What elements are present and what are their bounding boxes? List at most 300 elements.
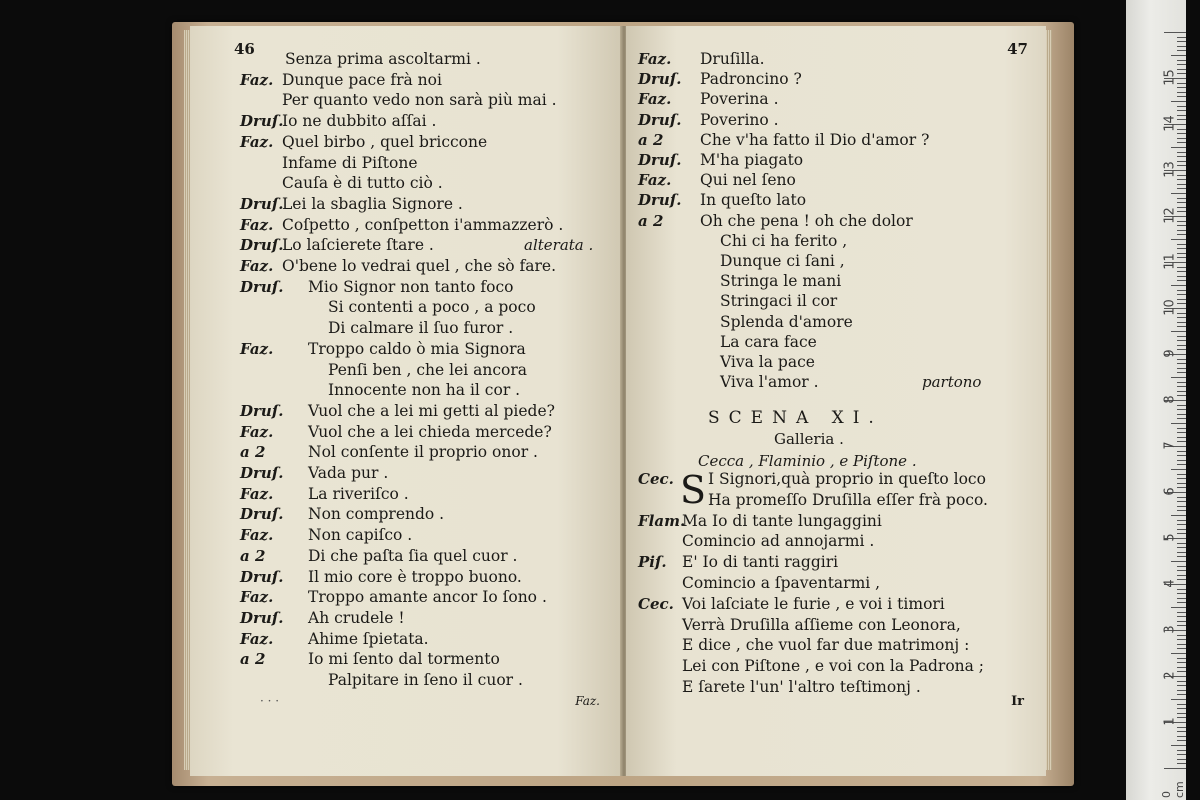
speaker-label: a 2 (240, 546, 266, 565)
ruler-number: 12 (1162, 207, 1178, 224)
verse-text: Quel birbo , quel briccone (282, 132, 488, 151)
ruler-tick (1177, 708, 1186, 709)
ruler-tick (1177, 313, 1186, 314)
verse-text: Lei con Piſtone , e voi con la Padrona ; (682, 657, 985, 676)
ruler-tick (1177, 409, 1186, 410)
catchword-left: Faz. (575, 694, 600, 708)
verse-text: Vada pur . (308, 464, 389, 482)
ruler-tick (1177, 363, 1186, 364)
ruler-tick (1177, 73, 1186, 74)
text-line (190, 669, 622, 691)
ruler-tick (1177, 510, 1186, 511)
ruler-tick (1177, 524, 1186, 525)
ruler-tick (1177, 497, 1186, 498)
verse-text: Viva l'amor . (720, 373, 819, 392)
text-line (626, 109, 1046, 131)
ruler-tick (1177, 727, 1186, 728)
speaker-label: Faz. (638, 50, 672, 68)
ruler-tick (1177, 501, 1186, 502)
text-line (190, 607, 622, 629)
ruler-tick (1177, 464, 1186, 465)
ruler-tick (1177, 317, 1186, 318)
verse-text: Dunque ci ſani , (720, 252, 845, 270)
text-line (190, 462, 622, 484)
ruler-tick (1177, 115, 1186, 116)
ruler-tick (1177, 290, 1186, 291)
ruler-tick (1171, 193, 1186, 194)
ruler-tick (1177, 106, 1186, 107)
ruler-tick (1177, 253, 1186, 254)
text-line (626, 48, 1046, 70)
scene-heading: SCENA XI. (708, 408, 883, 428)
text-line (626, 250, 1046, 272)
text-line (626, 371, 1046, 393)
ruler-tick (1177, 207, 1186, 208)
ruler-tick (1177, 570, 1186, 571)
ruler-tick (1177, 547, 1186, 548)
ruler-tick (1177, 142, 1186, 143)
text-line (626, 572, 1046, 594)
ruler-tick (1177, 92, 1186, 93)
verse-text: Infame di Piſtone (282, 153, 418, 172)
text-line (626, 270, 1046, 292)
ruler-tick (1177, 575, 1186, 576)
page-number-right: 47 (1007, 40, 1028, 58)
ruler-tick (1177, 96, 1186, 97)
ruler-tick (1177, 432, 1186, 433)
left-page (190, 26, 622, 776)
ruler-tick (1177, 602, 1186, 603)
speaker-label: Druſ. (240, 401, 284, 420)
verse-text: Non comprendo . (308, 505, 445, 524)
verse-text: Coſpetto , conſpetton i'ammazzerò . (282, 215, 564, 234)
ruler-tick (1177, 395, 1186, 396)
ruler-tick (1177, 349, 1186, 350)
text-line (190, 255, 622, 277)
verse-text: Viva la pace (720, 353, 815, 371)
verse-text: Qui nel ſeno (700, 171, 796, 190)
ruler-tick (1177, 299, 1186, 300)
ruler-tick (1177, 267, 1186, 268)
text-line (626, 510, 1046, 532)
ruler-tick (1177, 405, 1186, 406)
ruler-tick (1177, 736, 1186, 737)
ruler-tick (1177, 437, 1186, 438)
text-line (190, 359, 622, 381)
text-line (190, 172, 622, 194)
speaker-label: Faz. (240, 629, 274, 648)
ruler-tick (1177, 418, 1186, 419)
ruler-tick (1177, 230, 1186, 231)
verse-text: E ſarete l'un' l'altro teſtimonj . (682, 678, 921, 696)
text-line (626, 68, 1046, 90)
ruler-tick (1171, 423, 1186, 424)
verse-text: Stringa le mani (720, 272, 842, 291)
ruler-tick (1177, 648, 1186, 649)
verse-text: Troppo amante ancor Io ſono . (308, 588, 547, 607)
ruler-tick (1177, 704, 1186, 705)
page-edge-right (1046, 30, 1052, 770)
verse-text: Poverino . (700, 110, 779, 129)
ruler-tick (1177, 731, 1186, 732)
speaker-label: Druſ. (638, 110, 682, 129)
ruler-tick (1177, 119, 1186, 120)
speaker-label: a 2 (240, 650, 266, 669)
text-line (626, 468, 1046, 490)
ruler-tick (1177, 635, 1186, 636)
ruler-tick (1177, 133, 1186, 134)
speaker-label: Faz. (638, 90, 672, 109)
ruler-tick (1164, 768, 1186, 769)
text-line (626, 129, 1046, 151)
ruler-number: 15 (1162, 69, 1178, 86)
text-line (190, 338, 622, 360)
ruler-tick (1177, 483, 1186, 484)
ruler-tick (1177, 616, 1186, 617)
ruler-tick (1177, 478, 1186, 479)
ruler-tick (1177, 759, 1186, 760)
ruler-tick (1177, 625, 1186, 626)
ruler-tick (1177, 184, 1186, 185)
text-line (190, 214, 622, 236)
ruler-number: 6 (1162, 487, 1178, 496)
text-line (190, 89, 622, 111)
text-line (626, 311, 1046, 333)
ruler-tick (1177, 690, 1186, 691)
ruler-tick (1177, 303, 1186, 304)
text-line (190, 648, 622, 670)
ruler-tick (1177, 244, 1186, 245)
verse-text: La riveriſco . (308, 484, 409, 503)
ruler-tick (1171, 745, 1186, 746)
ruler-tick (1171, 101, 1186, 102)
verse-text: Verrà Druſilla aſſieme con Leonora, (682, 615, 961, 634)
text-line (626, 88, 1046, 110)
ruler-tick (1171, 239, 1186, 240)
ruler-tick (1177, 37, 1186, 38)
verse-text: Oh che pena ! oh che dolor (700, 211, 913, 230)
ruler-tick (1177, 598, 1186, 599)
text-line (190, 400, 622, 422)
ruler-number: 1 (1162, 717, 1178, 726)
ruler-tick (1177, 368, 1186, 369)
verse-text: La cara face (720, 332, 817, 351)
ruler-tick (1177, 221, 1186, 222)
ruler-tick (1177, 382, 1186, 383)
ruler-tick (1177, 589, 1186, 590)
speaker-label: Druſ. (240, 567, 284, 586)
verse-text: Io mi ſento dal tormento (308, 650, 500, 669)
ruler-tick (1177, 179, 1186, 180)
measuring-ruler (1126, 0, 1186, 800)
ruler-tick (1177, 579, 1186, 580)
ruler-tick (1177, 520, 1186, 521)
verse-text: Ah crudele ! (308, 608, 405, 627)
text-line (190, 441, 622, 463)
ruler-tick (1177, 69, 1186, 70)
verse-text: Ha promeſſo Druſilla eſſer frà poco. (708, 490, 988, 509)
verse-text: Ahime ſpietata. (308, 629, 429, 648)
ruler-tick (1177, 556, 1186, 557)
ruler-tick (1171, 285, 1186, 286)
text-line (626, 169, 1046, 191)
text-line (190, 131, 622, 153)
verse-text: Vuol che a lei mi getti al piede? (308, 401, 555, 420)
ruler-number: 10 (1162, 299, 1178, 316)
stage-direction: alterata . (524, 236, 594, 255)
verse-text: Lei la sbaglia Signore . (282, 194, 463, 213)
ruler-tick (1171, 469, 1186, 470)
ruler-tick (1177, 372, 1186, 373)
ruler-tick (1177, 188, 1186, 189)
verse-text: Di calmare il ſuo furor . (328, 319, 514, 338)
page-number-left: 46 (234, 40, 255, 58)
text-line (190, 586, 622, 608)
ruler-tick (1177, 391, 1186, 392)
right-page (626, 26, 1046, 776)
catchword-right: Ir (1011, 694, 1024, 709)
ruler-tick (1177, 621, 1186, 622)
speaker-label: Faz. (240, 484, 274, 503)
text-line (190, 421, 622, 443)
verse-text: Il mio core è troppo buono. (308, 567, 522, 586)
ruler-number: 11 (1162, 253, 1178, 270)
verse-text: Poverina . (700, 90, 779, 109)
ruler-tick (1177, 248, 1186, 249)
speaker-label: Druſ. (240, 277, 284, 296)
ruler-tick (1177, 225, 1186, 226)
speaker-label: Faz. (240, 215, 274, 234)
ruler-unit-label: 0 cm (1160, 781, 1186, 798)
speaker-label: Druſ. (240, 194, 284, 213)
verse-text: Chi ci ha ferito , (720, 231, 848, 250)
speaker-label: Druſ. (240, 505, 284, 524)
verse-text: Padroncino ? (700, 70, 802, 89)
text-line (626, 210, 1046, 232)
ruler-number: 2 (1162, 671, 1178, 680)
ruler-tick (1177, 294, 1186, 295)
text-line (626, 593, 1046, 615)
ruler-tick (1177, 198, 1186, 199)
verse-text: E' Io di tanti raggiri (682, 553, 839, 572)
text-line (626, 489, 1046, 511)
text-line (626, 351, 1046, 373)
scene-characters: Cecca , Flaminio , e Piſtone . (698, 452, 917, 470)
ruler-tick (1177, 257, 1186, 258)
ruler-tick (1177, 340, 1186, 341)
text-line (626, 331, 1046, 353)
speaker-label: Faz. (240, 422, 274, 441)
ruler-tick (1177, 110, 1186, 111)
ruler-tick (1171, 561, 1186, 562)
text-line (626, 149, 1046, 171)
ruler-tick (1177, 543, 1186, 544)
printer-mark: · · · (260, 694, 280, 708)
text-line (190, 545, 622, 567)
text-line (190, 110, 622, 132)
verse-text: Penſi ben , che lei ancora (328, 360, 528, 379)
verse-text: Dunque pace frà noi (282, 70, 442, 89)
ruler-tick (1177, 326, 1186, 327)
speaker-label: Faz. (240, 526, 274, 545)
ruler-tick (1177, 428, 1186, 429)
text-line (190, 69, 622, 91)
ruler-tick (1177, 46, 1186, 47)
text-line (626, 189, 1046, 211)
ruler-tick (1177, 280, 1186, 281)
ruler-tick (1177, 175, 1186, 176)
ruler-tick (1177, 658, 1186, 659)
ruler-tick (1177, 667, 1186, 668)
text-line (626, 614, 1046, 636)
verse-text: Di che paſta ſia quel cuor . (308, 546, 518, 565)
ruler-tick (1177, 593, 1186, 594)
text-line (190, 234, 622, 256)
ruler-tick (1177, 271, 1186, 272)
verse-text: Druſilla. (700, 50, 765, 68)
verse-text: Ma Io di tante lungaggini (682, 511, 882, 530)
ruler-tick (1177, 713, 1186, 714)
ruler-tick (1177, 165, 1186, 166)
ruler-number: 9 (1162, 349, 1178, 358)
ruler-tick (1177, 156, 1186, 157)
verse-text: Splenda d'amore (720, 312, 853, 331)
ruler-tick (1171, 699, 1186, 700)
text-line (190, 566, 622, 588)
speaker-label: Druſ. (638, 151, 682, 169)
verse-text: Comincio ad annojarmi . (682, 532, 875, 551)
verse-text: M'ha piagato (700, 151, 804, 169)
ruler-tick (1177, 64, 1186, 65)
text-line (190, 296, 622, 318)
scene-location: Galleria . (774, 430, 844, 448)
ruler-tick (1177, 211, 1186, 212)
ruler-tick (1177, 234, 1186, 235)
verse-text: Io ne dubbito aſſai . (282, 112, 437, 131)
ruler-tick (1177, 455, 1186, 456)
verse-text: Palpitare in ſeno il cuor . (328, 671, 523, 689)
ruler-tick (1177, 612, 1186, 613)
verse-text: Nol conſente il proprio onor . (308, 443, 538, 462)
ruler-tick (1177, 83, 1186, 84)
speaker-label: Druſ. (638, 70, 682, 89)
text-line (626, 551, 1046, 573)
speaker-label: a 2 (638, 211, 664, 230)
text-line (190, 276, 622, 298)
ruler-tick (1177, 359, 1186, 360)
text-line (626, 676, 1046, 698)
speaker-label: Druſ. (240, 236, 284, 255)
ruler-tick (1177, 552, 1186, 553)
verse-text: Che v'ha fatto il Dio d'amor ? (700, 130, 930, 149)
ruler-tick (1177, 50, 1186, 51)
ruler-tick (1177, 336, 1186, 337)
verse-text: Lo laſcierete ſtare . (282, 236, 434, 255)
ruler-number: 4 (1162, 579, 1178, 588)
speaker-label: Druſ. (240, 464, 284, 482)
ruler-tick (1177, 750, 1186, 751)
ruler-tick (1164, 32, 1186, 33)
speaker-label: a 2 (240, 443, 266, 462)
ruler-tick (1177, 487, 1186, 488)
verse-text: Voi laſciate le furie , e voi i timori (682, 594, 945, 613)
text-line (626, 290, 1046, 312)
text-line (190, 503, 622, 525)
ruler-tick (1177, 386, 1186, 387)
ruler-tick (1177, 161, 1186, 162)
speaker-label: Druſ. (240, 112, 284, 131)
verse-text: Innocente non ha il cor . (328, 381, 521, 400)
text-line (626, 530, 1046, 552)
speaker-label: Faz. (240, 588, 274, 607)
ruler-tick (1171, 331, 1186, 332)
ruler-tick (1177, 474, 1186, 475)
ruler-tick (1177, 533, 1186, 534)
ruler-tick (1177, 506, 1186, 507)
ruler-tick (1171, 607, 1186, 608)
ruler-tick (1177, 129, 1186, 130)
ruler-number: 8 (1162, 395, 1178, 404)
ruler-tick (1177, 529, 1186, 530)
verse-text: Troppo caldo ò mia Signora (308, 339, 526, 358)
ruler-tick (1171, 147, 1186, 148)
ruler-tick (1177, 138, 1186, 139)
ruler-tick (1177, 644, 1186, 645)
ruler-number: 3 (1162, 625, 1178, 634)
ruler-tick (1177, 441, 1186, 442)
text-line (626, 655, 1046, 677)
verse-text: O'bene lo vedrai quel , che sò fare. (282, 257, 557, 275)
ruler-tick (1177, 662, 1186, 663)
ruler-tick (1177, 763, 1186, 764)
ruler-tick (1177, 202, 1186, 203)
speaker-label: Flam. (638, 511, 686, 530)
ruler-tick (1177, 345, 1186, 346)
ruler-tick (1177, 717, 1186, 718)
ruler-tick (1177, 87, 1186, 88)
stage-direction: partono (922, 373, 982, 392)
ruler-tick (1171, 653, 1186, 654)
text-line (190, 628, 622, 650)
speaker-label: Druſ. (240, 608, 284, 627)
ruler-tick (1177, 414, 1186, 415)
ruler-tick (1177, 754, 1186, 755)
speaker-label: Druſ. (638, 191, 682, 210)
verse-text: Senza prima ascoltarmi . (285, 50, 481, 68)
speaker-label: Faz. (240, 70, 274, 89)
ruler-number: 14 (1162, 115, 1178, 132)
ruler-tick (1177, 276, 1186, 277)
text-line (190, 317, 622, 339)
ruler-tick (1177, 322, 1186, 323)
ruler-tick (1177, 740, 1186, 741)
ruler-tick (1177, 694, 1186, 695)
ruler-number: 13 (1162, 161, 1178, 178)
ruler-tick (1177, 685, 1186, 686)
ruler-number: 5 (1162, 533, 1178, 542)
ruler-tick (1177, 152, 1186, 153)
speaker-label: Cec. (638, 594, 674, 613)
text-line (626, 634, 1046, 656)
speaker-label: a 2 (638, 130, 664, 149)
ruler-tick (1177, 671, 1186, 672)
speaker-label: Faz. (240, 132, 274, 151)
verse-text: Cauſa è di tutto ciò . (282, 174, 443, 193)
verse-text: Vuol che a lei chieda mercede? (308, 422, 552, 441)
verse-text: Per quanto vedo non sarà più mai . (282, 91, 557, 110)
ruler-number: 7 (1162, 441, 1178, 450)
verse-text: Mio Signor non tanto foco (308, 277, 514, 296)
